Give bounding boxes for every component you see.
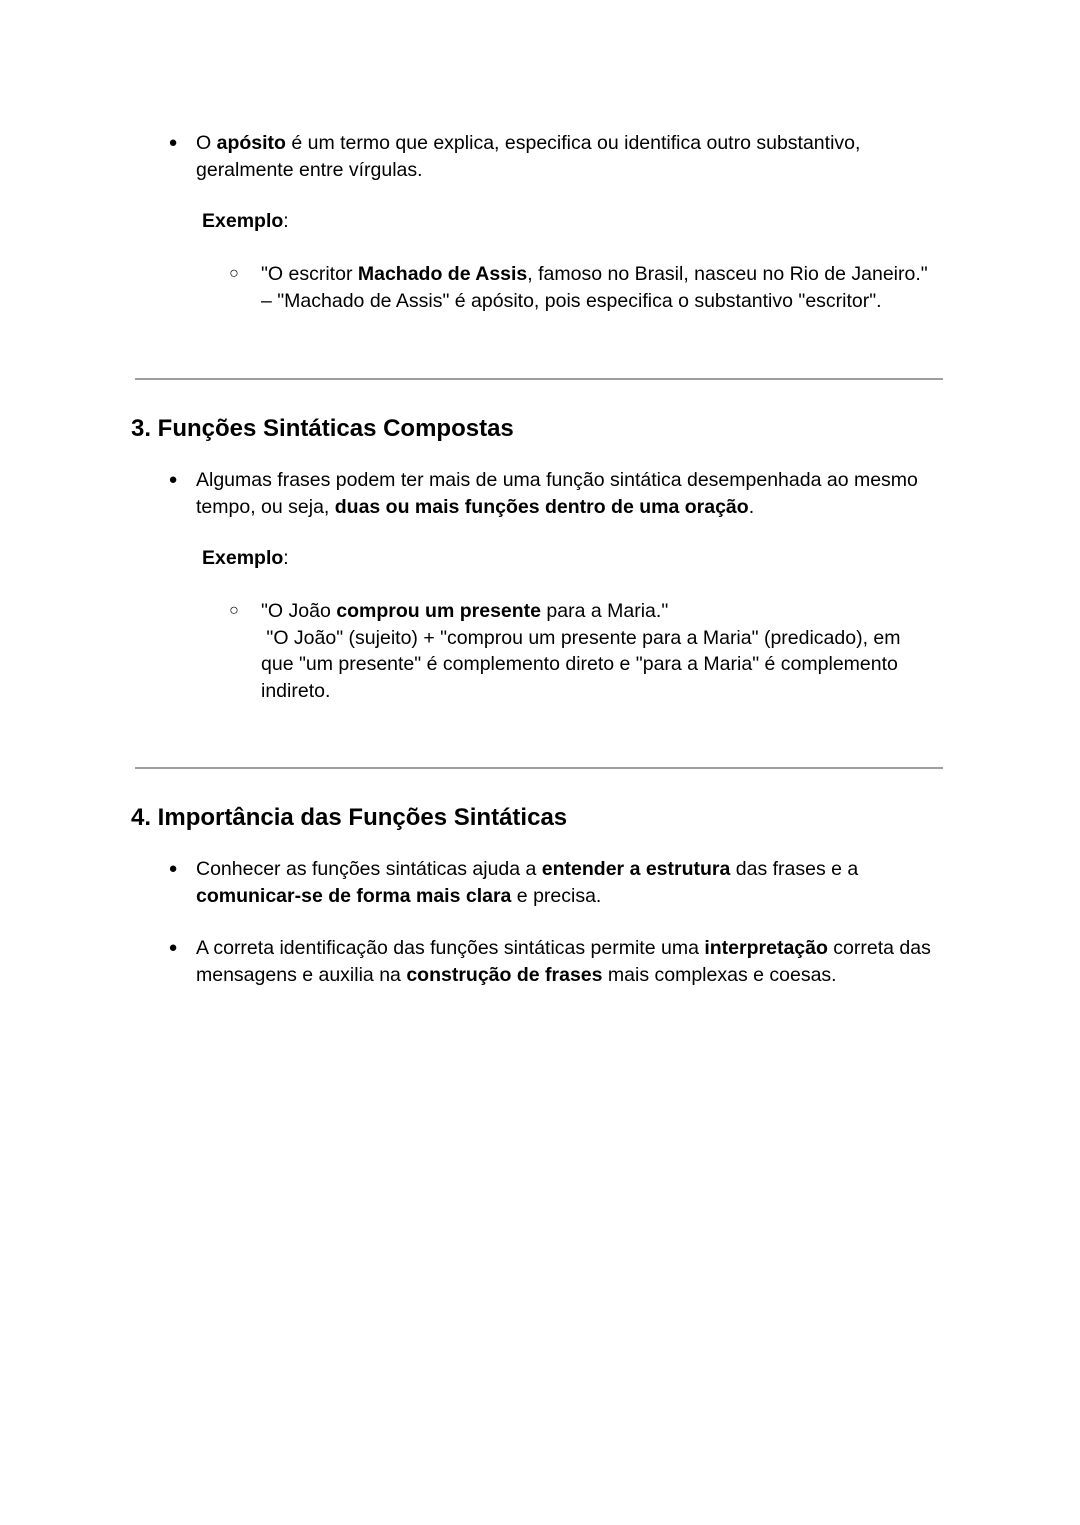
sub-bullet-icon: ○ — [229, 602, 239, 619]
text: indireto. — [261, 679, 331, 702]
bold-term: entender a estrutura — [541, 858, 731, 880]
text: O — [196, 132, 217, 154]
text: – "Machado de Assis" é apósito, pois especifica o substantivo "escritor". — [261, 289, 882, 312]
text: geralmente entre vírgulas. — [196, 158, 423, 181]
sub-bullet-icon: ○ — [229, 265, 239, 282]
text: correta das — [827, 937, 931, 959]
text: . — [748, 495, 755, 518]
importancia-text-1 — [196, 856, 956, 909]
text: "O escritor — [261, 263, 358, 285]
text: mensagens e auxilia na — [196, 963, 407, 986]
importancia-text-2 — [196, 935, 986, 988]
text: para a Maria." — [541, 600, 669, 622]
text: e precisa. — [511, 884, 602, 907]
text: Algumas frases podem ter mais de uma função sintática desempenhada ao mesmo — [196, 469, 918, 491]
compostas-example-text — [261, 598, 946, 704]
section-heading-4: 4. Importância das Funções Sintáticas — [131, 804, 568, 831]
text: A correta identificação das funções sintáticas permite uma — [196, 937, 705, 959]
text: mais complexas e coesas. — [602, 963, 837, 986]
bold-term: Machado de Assis — [357, 263, 528, 285]
bold-term: comunicar-se de forma mais clara — [196, 884, 512, 907]
bold-term: apósito — [216, 132, 286, 154]
bullet-icon: ● — [168, 134, 178, 151]
divider — [135, 767, 943, 769]
text: é um termo que explica, especifica ou identifica outro substantivo, — [285, 132, 861, 154]
example-label — [202, 545, 289, 572]
text: "O João — [261, 600, 337, 622]
aposto-example-text — [261, 261, 946, 314]
text: tempo, ou seja, — [196, 495, 335, 518]
compostas-text — [196, 467, 956, 520]
text: das frases e a — [730, 858, 859, 880]
text: que "um presente" é complemento direto e "para a Maria" é complemento — [261, 653, 898, 675]
bold-term: construção de frases — [406, 963, 603, 986]
example-label-text: Exemplo — [202, 547, 284, 569]
bullet-icon: ● — [168, 471, 178, 488]
aposto-definition — [196, 130, 956, 183]
colon: : — [283, 210, 289, 232]
text: Conhecer as funções sintáticas ajuda a — [196, 858, 542, 880]
text: "O João" (sujeito) + "comprou um presente para a Maria" (predicado), em — [261, 626, 901, 649]
example-label-text: Exemplo — [202, 210, 284, 232]
section-heading-3: 3. Funções Sintáticas Compostas — [131, 415, 514, 442]
bold-term: duas ou mais funções dentro de uma oração — [334, 495, 749, 518]
divider — [135, 378, 943, 380]
bold-term: interpretação — [704, 937, 828, 959]
text: , famoso no Brasil, nasceu no Rio de Janeiro." — [527, 263, 928, 285]
bullet-icon: ● — [168, 939, 178, 956]
colon: : — [283, 547, 289, 569]
example-label — [202, 208, 289, 235]
bullet-icon: ● — [168, 860, 178, 877]
bold-term: comprou um presente — [336, 600, 542, 622]
